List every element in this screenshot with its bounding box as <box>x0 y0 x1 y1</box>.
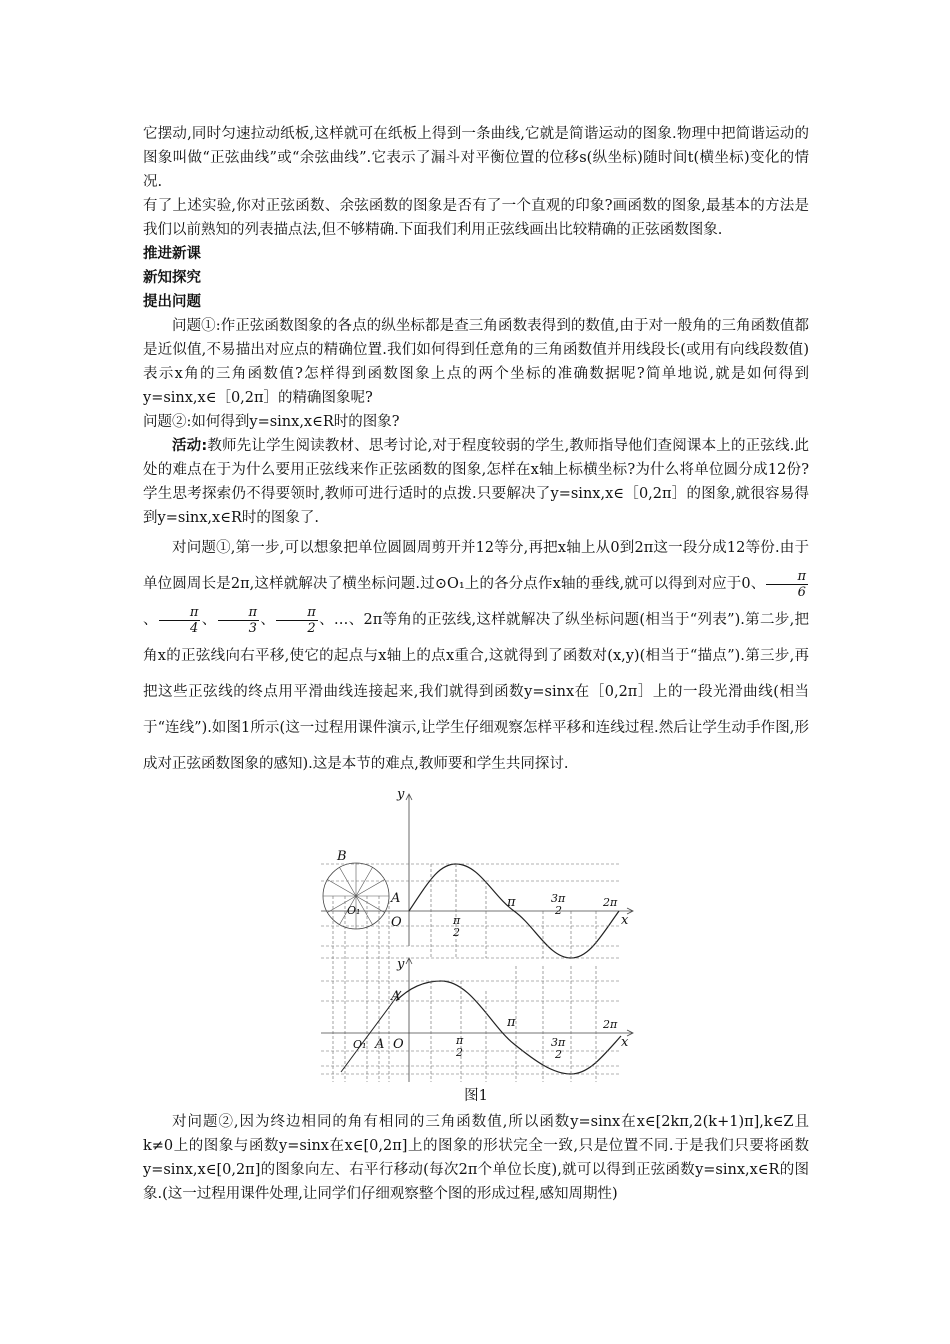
fraction-pi-3: $\frac{\pi}{3}$ <box>218 605 260 636</box>
heading-advance: 推进新课 <box>143 246 201 262</box>
answer-1-part1: 对问题①,第一步,可以想象把单位圆圆周剪开并12等分,再把x轴上从0到2π这一段分成12等份.由于单位圆周长是2π,这样就解决了横坐标问题.过⊙O₁上的各分点作x轴的垂线,就可以得到对应于0、 <box>143 540 809 592</box>
answer-1: 对问题①,第一步,可以想象把单位圆圆周剪开并12等分,再把x轴上从0到2π这一段分成12等份.由于单位圆周长是2π,这样就解决了横坐标问题.过⊙O₁上的各分点作x轴的垂线,就可以得到对应于0、 $\frac{\pi}{6}$ 、 $\frac{\pi}{4}$ 、 $\frac{\pi}{3}$ 、 $\frac{\pi}{2}$ 、…、2π等角的正弦线,这样就解决了纵坐标问题(相当于“列表”).第二步,把角x的正弦线向右平移,使它的起点与x轴上的点x重合,这就得到了函数对(x,y)(相当于“描点”).第三步,再把这些正弦线的终点用平滑曲线连接起来,我们就得到函数y=sinx在［0,2π］上的一段光滑曲线(相当于“连线”).如图1所示(这一过程用课件演示,让学生仔细观察怎样平移和连线过程.然后让学生动手作图,形成对正弦函数图象的感知).这是本节的难点,教师要和学生共同探讨. <box>143 540 810 772</box>
svg-text:B: B <box>337 849 347 864</box>
svg-text:2: 2 <box>456 1046 463 1059</box>
fraction-pi-6: $\frac{\pi}{6}$ <box>766 569 808 600</box>
svg-text:π: π <box>507 895 516 910</box>
activity-label: 活动: <box>172 438 208 454</box>
svg-text:2: 2 <box>555 904 562 917</box>
svg-text:A: A <box>391 891 401 906</box>
figure-caption: 图1 <box>464 1088 488 1104</box>
svg-text:x: x <box>621 1035 629 1050</box>
figure-1 <box>143 786 809 1082</box>
svg-text:2π: 2π <box>603 896 618 909</box>
svg-text:3π: 3π <box>551 892 566 905</box>
svg-text:O: O <box>391 915 402 930</box>
svg-text:O₁: O₁ <box>347 904 361 917</box>
svg-text:x: x <box>621 913 629 928</box>
paragraph-intro: 它摆动,同时匀速拉动纸板,这样就可在纸板上得到一条曲线,它就是简谐运动的图象.物理中把简谐运动的图象叫做“正弦曲线”或“余弦曲线”.它表示了漏斗对平衡位置的位移s(纵坐标)随时间t(横坐标)变化的情况. <box>143 126 809 190</box>
svg-text:y: y <box>397 957 405 972</box>
heading-questions: 提出问题 <box>143 294 201 310</box>
activity-text: 教师先让学生阅读教材、思考讨论,对于程度较弱的学生,教师指导他们查阅课本上的正弦线.此处的难点在于为什么要用正弦线来作正弦函数的图象,怎样在x轴上标横坐标?为什么将单位圆分成12份?学生思考探索仍不得要领时,教师可进行适时的点拨.只要解决了y=sinx,x∈［0,2π］的图象,就很容易得到y=sinx,x∈R时的图象了. <box>143 438 809 526</box>
activity-paragraph <box>143 434 809 530</box>
heading-explore: 新知探究 <box>143 270 201 286</box>
svg-text:π: π <box>507 1015 516 1030</box>
question-1: 问题①:作正弦函数图象的各点的纵坐标都是查三角函数表得到的数值,由于对一般角的三角函数值都是近似值,不易描出对应点的精确位置.我们如何得到任意角的三角函数值并用线段长(或用有向线段数值)表示x角的三角函数值?怎样得到函数图象上点的两个坐标的准确数据呢?简单地说,就是如何得到y=sinx,x∈［0,2π］的精确图象呢? <box>143 318 809 406</box>
paragraph-method: 有了上述实验,你对正弦函数、余弦函数的图象是否有了一个直观的印象?画函数的图象,最基本的方法是我们以前熟知的列表描点法,但不够精确.下面我们利用正弦线画出比较精确的正弦函数图象. <box>143 198 809 238</box>
fraction-pi-2: $\frac{\pi}{2}$ <box>276 605 318 636</box>
answer-1-part2: 、…、2π等角的正弦线,这样就解决了纵坐标问题(相当于“列表”).第二步,把角x的正弦线向右平移,使它的起点与x轴上的点x重合,这就得到了函数对(x,y)(相当于“描点”).第三步,再把这些正弦线的终点用平滑曲线连接起来,我们就得到函数y=sinx在［0,2π］上的一段光滑曲线(相当于“连线”).如图1所示(这一过程用课件演示,让学生仔细观察怎样平移和连线过程.然后让学生动手作图,形成对正弦函数图象的感知).这是本节的难点,教师要和学生共同探讨. <box>143 612 810 772</box>
question-2: 问题②:如何得到y=sinx,x∈R时的图象? <box>143 414 400 430</box>
svg-text:2: 2 <box>555 1048 562 1061</box>
svg-text:O: O <box>393 1037 404 1052</box>
svg-text:π: π <box>456 1034 464 1047</box>
svg-text:π: π <box>453 914 461 927</box>
fraction-pi-4: $\frac{\pi}{4}$ <box>159 605 201 636</box>
answer-2: 对问题②,因为终边相同的角有相同的三角函数值,所以函数y=sinx在x∈[2kπ,2(k+1)π],k∈Z且k≠0上的图象与函数y=sinx在x∈[0,2π]上的图象的形状完全一致,只是位置不同.于是我们只要将函数y=sinx,x∈[0,2π]的图象向左、右平行移动(每次2π个单位长度),就可以得到正弦函数y=sinx,x∈R的图象.(这一过程用课件处理,让同学们仔细观察整个图的形成过程,感知周期性) <box>143 1114 809 1202</box>
svg-text:2π: 2π <box>603 1018 618 1031</box>
svg-text:O₁: O₁ <box>353 1038 367 1051</box>
document-body <box>143 122 809 1206</box>
svg-text:2: 2 <box>453 926 460 939</box>
sine-construction-diagram <box>321 786 641 1082</box>
svg-text:y: y <box>397 787 405 802</box>
svg-text:A: A <box>391 989 401 1004</box>
svg-text:A: A <box>375 1037 385 1052</box>
svg-text:3π: 3π <box>551 1036 566 1049</box>
